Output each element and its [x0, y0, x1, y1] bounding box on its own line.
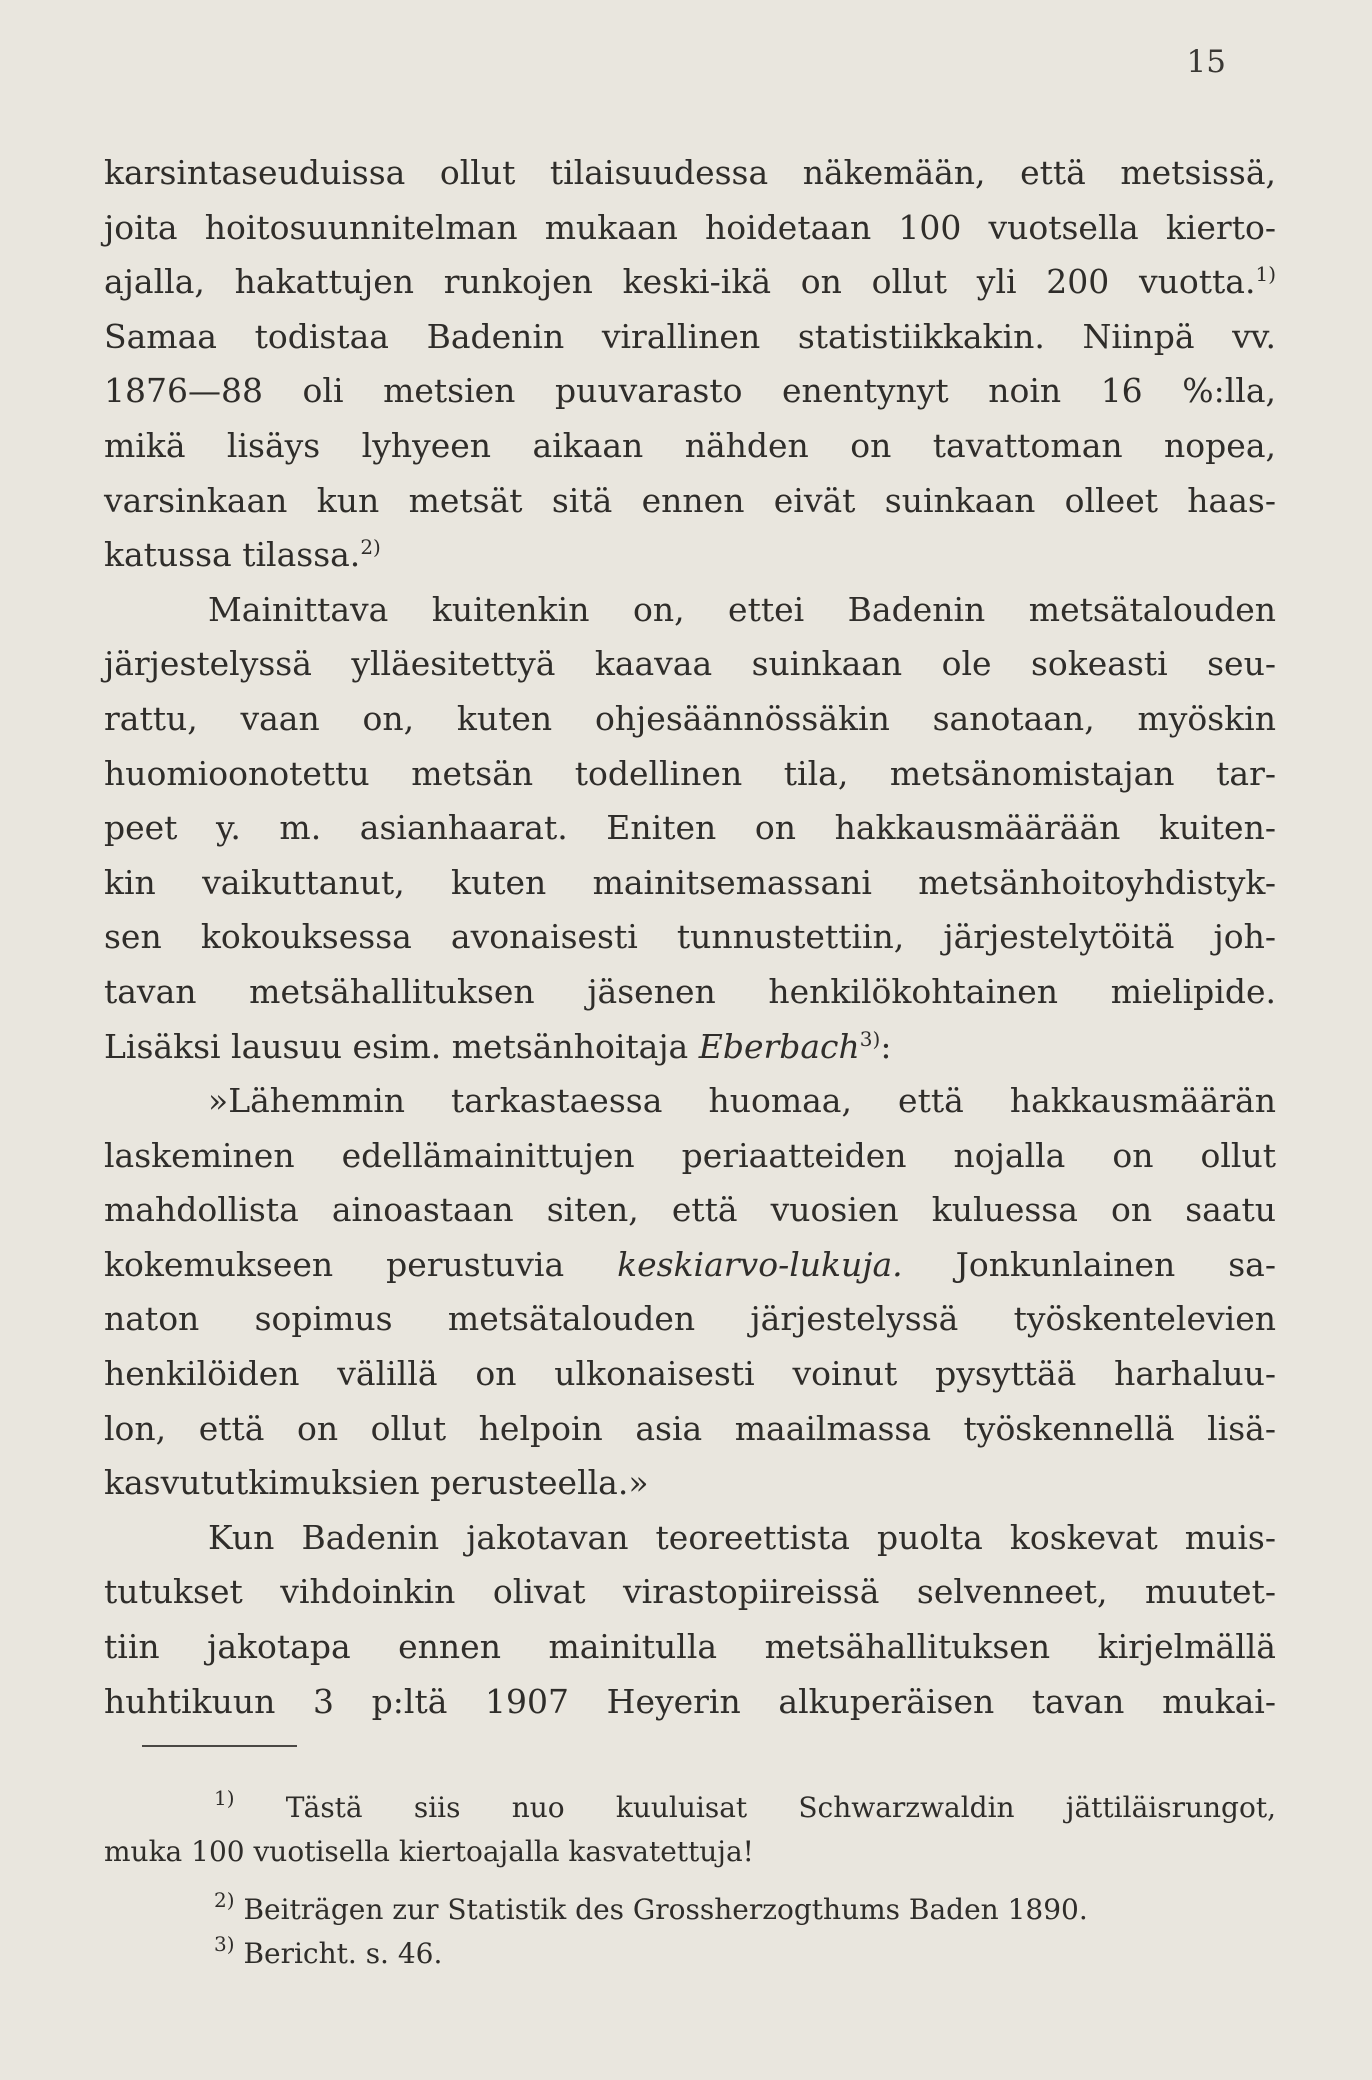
line-text: huomioonotettu metsän todellinen tila, metsänomistajan tar-	[104, 753, 1276, 793]
footnote-ref-1: 1)	[1255, 262, 1276, 287]
line-text: kasvututkimuksien perusteella.»	[104, 1463, 649, 1503]
quote-start	[104, 1074, 1276, 1129]
footnote-3	[104, 1932, 1276, 1976]
text-line	[104, 255, 1276, 310]
line-text: tiin jakotapa ennen mainitulla metsähallituksen kirjelmällä	[104, 1627, 1276, 1667]
footnote-text: Beiträgen zur Statistik des Grossherzogthums Baden 1890.	[243, 1893, 1088, 1926]
footnote-1-cont	[104, 1830, 1276, 1874]
line-text: katussa tilassa.	[104, 535, 361, 575]
text-line	[104, 1129, 1276, 1184]
page-number: 15	[1186, 44, 1226, 80]
text-line	[104, 1456, 1276, 1511]
text-line	[104, 201, 1276, 256]
line-text: kokemukseen perustuvia	[104, 1244, 565, 1284]
text-line	[104, 1675, 1276, 1730]
body-text	[104, 146, 1276, 1729]
footnote-mark: 3)	[214, 1932, 235, 1956]
line-text: 1876—88 oli metsien puuvarasto enentynyt noin 16 %:lla,	[104, 371, 1276, 411]
line-text: mikä lisäys lyhyeen aikaan nähden on tavattoman nopea,	[104, 425, 1276, 465]
text-line	[104, 965, 1276, 1020]
footnote-text: Tästä siis nuo kuuluisat Schwarzwaldin jättiläisrungot,	[285, 1791, 1276, 1824]
colon: :	[880, 1026, 892, 1066]
footnote-ref-2: 2)	[360, 535, 381, 560]
text-line	[104, 1292, 1276, 1347]
text-line	[104, 1020, 1276, 1075]
line-text: huhtikuun 3 p:ltä 1907 Heyerin alkuperäisen tavan mukai-	[104, 1681, 1276, 1721]
paragraph-start	[104, 583, 1276, 638]
line-text: tutukset vihdoinkin olivat virastopiireissä selvenneet, muutet-	[104, 1572, 1276, 1612]
footnote-text: Bericht. s. 46.	[243, 1937, 443, 1970]
footnote-2	[104, 1888, 1276, 1932]
author-name: Eberbach	[698, 1026, 860, 1066]
text-line	[104, 310, 1276, 365]
text-line	[104, 146, 1276, 201]
line-text: peet y. m. asianhaarat. Eniten on hakkausmäärään kuiten-	[104, 808, 1276, 848]
line-text: »Lähemmin tarkastaessa huomaa, että hakkausmäärän	[208, 1081, 1276, 1121]
footnote-ref-3: 3)	[859, 1026, 881, 1051]
line-text: mahdollista ainoastaan siten, että vuosien kuluessa on saatu	[104, 1190, 1276, 1230]
text-line	[104, 637, 1276, 692]
line-text: henkilöiden välillä on ulkonaisesti voinut pysyttää harhaluu-	[104, 1354, 1276, 1394]
text-line	[104, 801, 1276, 856]
line-text: joita hoitosuunnitelman mukaan hoidetaan 100 vuotsella kierto-	[104, 207, 1276, 247]
text-line	[104, 1347, 1276, 1402]
paragraph-start	[104, 1511, 1276, 1566]
text-line	[104, 1238, 1276, 1293]
line-text: tavan metsähallituksen jäsenen henkilökohtainen mielipide.	[104, 971, 1276, 1011]
line-text: Kun Badenin jakotavan teoreettista puolta koskevat muis-	[208, 1517, 1276, 1557]
footnote-text: muka 100 vuotisella kiertoajalla kasvatettuja!	[104, 1835, 754, 1868]
footnote-1	[104, 1786, 1276, 1830]
line-text: naton sopimus metsätalouden järjestelyssä työskentelevien	[104, 1299, 1276, 1339]
text-line	[104, 528, 1276, 583]
text-line	[104, 474, 1276, 529]
text-line	[104, 1620, 1276, 1675]
line-text: ajalla, hakattujen runkojen keski-ikä on ollut yli 200 vuotta.	[104, 262, 1256, 302]
text-line	[104, 1183, 1276, 1238]
line-text: karsintaseuduissa ollut tilaisuudessa näkemään, että metsissä,	[104, 153, 1276, 192]
text-line	[104, 692, 1276, 747]
text-line	[104, 856, 1276, 911]
line-text: Samaa todistaa Badenin virallinen statistiikkakin. Niinpä vv.	[104, 316, 1276, 356]
line-text: varsinkaan kun metsät sitä ennen eivät suinkaan olleet haas-	[104, 480, 1276, 520]
line-text: sen kokouksessa avonaisesti tunnustettiin, järjestelytöitä joh-	[104, 917, 1276, 957]
line-text: rattu, vaan on, kuten ohjesäännössäkin sanotaan, myöskin	[104, 698, 1276, 738]
footnote-mark: 1)	[214, 1786, 235, 1810]
text-line	[104, 1402, 1276, 1457]
footnote-mark: 2)	[214, 1888, 235, 1912]
italic-term: keskiarvo-lukuja.	[617, 1244, 903, 1284]
line-text: Lisäksi lausuu esim. metsänhoitaja	[104, 1026, 689, 1066]
text-line	[104, 364, 1276, 419]
text-line	[104, 747, 1276, 802]
text-line	[104, 419, 1276, 474]
text-line	[104, 910, 1276, 965]
line-text: Jonkunlainen sa-	[955, 1244, 1276, 1284]
line-text: lon, että on ollut helpoin asia maailmassa työskennellä lisä-	[104, 1408, 1276, 1448]
line-text: Mainittava kuitenkin on, ettei Badenin metsätalouden	[208, 589, 1276, 629]
footnote-separator	[142, 1745, 297, 1747]
text-line	[104, 1565, 1276, 1620]
line-text: laskeminen edellämainittujen periaatteiden nojalla on ollut	[104, 1135, 1276, 1175]
footnotes	[104, 1786, 1276, 1976]
line-text: järjestelyssä ylläesitettyä kaavaa suinkaan ole sokeasti seu-	[104, 644, 1276, 684]
line-text: kin vaikuttanut, kuten mainitsemassani metsänhoitoyhdistyk-	[104, 862, 1276, 902]
